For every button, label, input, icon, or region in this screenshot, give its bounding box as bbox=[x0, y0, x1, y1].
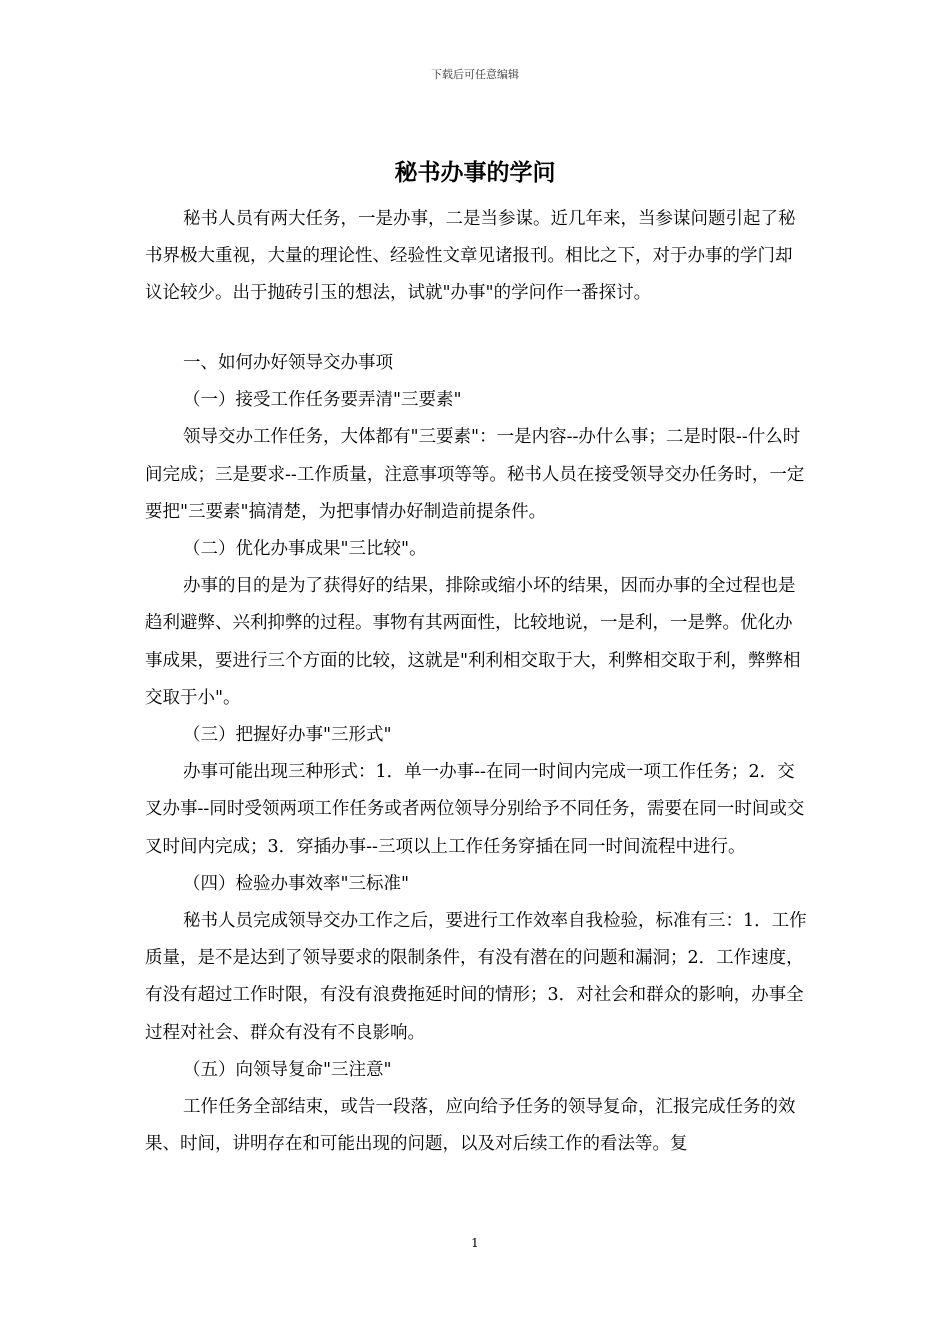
subsection-heading-5: （五）向领导复命"三注意" bbox=[183, 1059, 392, 1080]
subsection-text-2: 办事的目的是为了获得好的结果，排除或缩小坏的结果，因而办事的全过程也是趋利避弊、兴利抑弊的过程。事物有其两面性，比较地说，一是利，一是弊。优化办事成果，要进行三个方面的比较，这就是"利利相交取于大，利弊相交取于利，弊弊相交取于小"。 bbox=[145, 576, 801, 708]
document-title: 秘书办事的学问 bbox=[394, 159, 556, 186]
intro-block bbox=[145, 201, 807, 313]
subsection-heading-1: （一）接受工作任务要弄清"三要素" bbox=[183, 390, 462, 411]
subsection-heading-4: （四）检验办事效率"三标准" bbox=[183, 873, 410, 894]
subsection-heading-3: （三）把握好办事"三形式" bbox=[183, 725, 392, 746]
subsection-text-5: 工作任务全部结束，或告一段落，应向给予任务的领导复命，汇报完成任务的效果、时间，讲明存在和可能出现的问题，以及对后续工作的看法等。复 bbox=[145, 1097, 796, 1155]
subsection-text-1: 领导交办工作任务，大体都有"三要素"：一是内容--办什么事；二是时限--什么时间完成；三是要求--工作质量，注意事项等等。秘书人员在接受领导交办任务时，一定要把"三要素"搞清楚，为把事情办好制造前提条件。 bbox=[145, 427, 805, 522]
subsection-text-3: 办事可能出现三种形式：1．单一办事--在同一时间内完成一项工作任务；2．交叉办事--同时受领两项工作任务或者两位领导分别给予不同任务，需要在同一时间或交叉时间内完成；3．穿插办事--三项以上工作任务穿插在同一时间流程中进行。 bbox=[145, 762, 805, 857]
subsection-heading-2: （二）优化办事成果"三比较"。 bbox=[183, 539, 427, 560]
page-number: 1 bbox=[471, 1236, 479, 1250]
intro-paragraph: 秘书人员有两大任务，一是办事，二是当参谋。近几年来，当参谋问题引起了秘书界极大重视，大量的理论性、经验性文章见诸报刊。相比之下，对于办事的学门却议论较少。出于抛砖引玉的想法，试就"办事"的学问作一番探讨。 bbox=[145, 209, 796, 304]
page-header-note: 下载后可任意编辑 bbox=[431, 68, 519, 81]
subsection-text-4: 秘书人员完成领导交办工作之后，要进行工作效率自我检验，标准有三：1．工作质量，是不是达到了领导要求的限制条件，有没有潜在的问题和漏洞；2．工作速度，有没有超过工作时限，有没有浪费拖延时间的情形；3．对社会和群众的影响，办事全过程对社会、群众有没有不良影响。 bbox=[145, 911, 807, 1043]
section-heading: 一、如何办好领导交办事项 bbox=[183, 353, 393, 373]
section-1 bbox=[145, 345, 807, 1163]
